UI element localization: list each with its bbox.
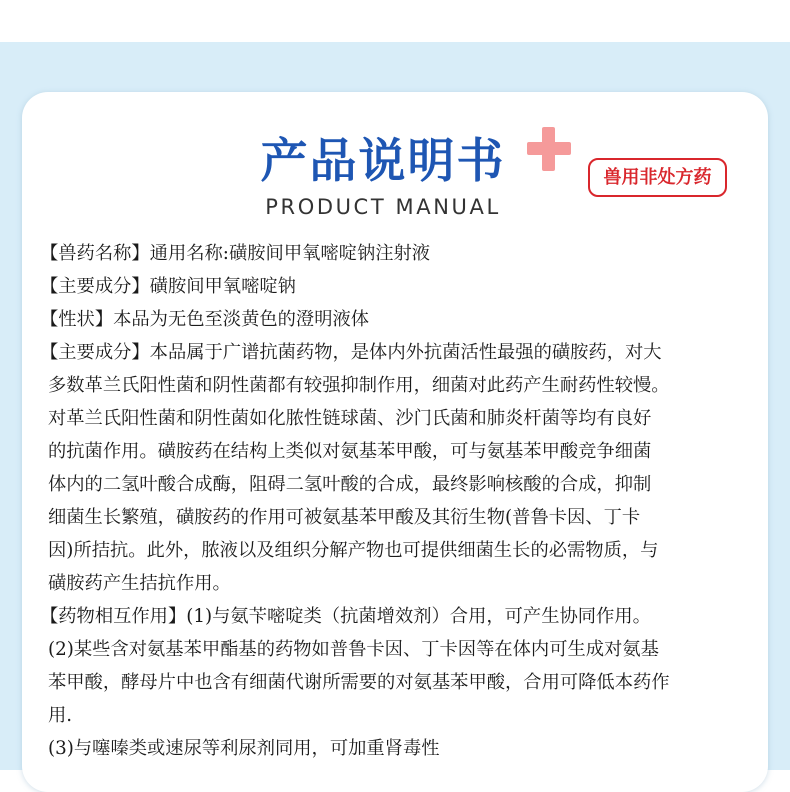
- text-line: 因)所拮抗。此外，脓液以及组织分解产物也可提供细菌生长的必需物质，与: [48, 540, 659, 561]
- manual-content: [40, 237, 750, 765]
- text-line: 体内的二氢叶酸合成酶，阻碍二氢叶酸的合成，最终影响核酸的合成，抑制: [48, 474, 652, 495]
- text-line: 【药物相互作用】(1)与氨苄嘧啶类（抗菌增效剂）合用，可产生协同作用。: [40, 606, 651, 627]
- otc-badge: 兽用非处方药: [588, 158, 727, 197]
- text-line: 【性状】本品为无色至淡黄色的澄明液体: [40, 309, 370, 330]
- text-line: (3)与噻嗪类或速尿等利尿剂同用，可加重肾毒性: [48, 738, 440, 759]
- text-line: 【主要成分】本品属于广谱抗菌药物，是体内外抗菌活性最强的磺胺药，对大: [40, 342, 662, 363]
- text-line: 苯甲酸，酵母片中也含有细菌代谢所需要的对氨基苯甲酸，合用可降低本药作: [48, 672, 670, 693]
- text-line: 多数革兰氏阳性菌和阴性菌都有较强抑制作用，细菌对此药产生耐药性较慢。: [48, 375, 670, 396]
- text-line: 【主要成分】磺胺间甲氧嘧啶钠: [40, 276, 296, 297]
- text-line: 的抗菌作用。磺胺药在结构上类似对氨基苯甲酸，可与氨基苯甲酸竞争细菌: [48, 441, 652, 462]
- medical-cross-icon: [527, 127, 571, 171]
- text-line: 对革兰氏阳性菌和阴性菌如化脓性链球菌、沙门氏菌和肺炎杆菌等均有良好: [48, 408, 652, 429]
- text-line: 细菌生长繁殖，磺胺药的作用可被氨基苯甲酸及其衍生物(普鲁卡因、丁卡: [48, 507, 641, 528]
- text-line: 用.: [48, 705, 73, 726]
- text-line: 【兽药名称】通用名称:磺胺间甲氧嘧啶钠注射液: [40, 243, 431, 264]
- page-subtitle: PRODUCT MANUAL: [265, 195, 501, 219]
- page-title: 产品说明书: [260, 134, 506, 189]
- text-line: 磺胺药产生拮抗作用。: [48, 573, 231, 594]
- text-line: (2)某些含对氨基苯甲酯基的药物如普鲁卡因、丁卡因等在体内可生成对氨基: [48, 639, 659, 660]
